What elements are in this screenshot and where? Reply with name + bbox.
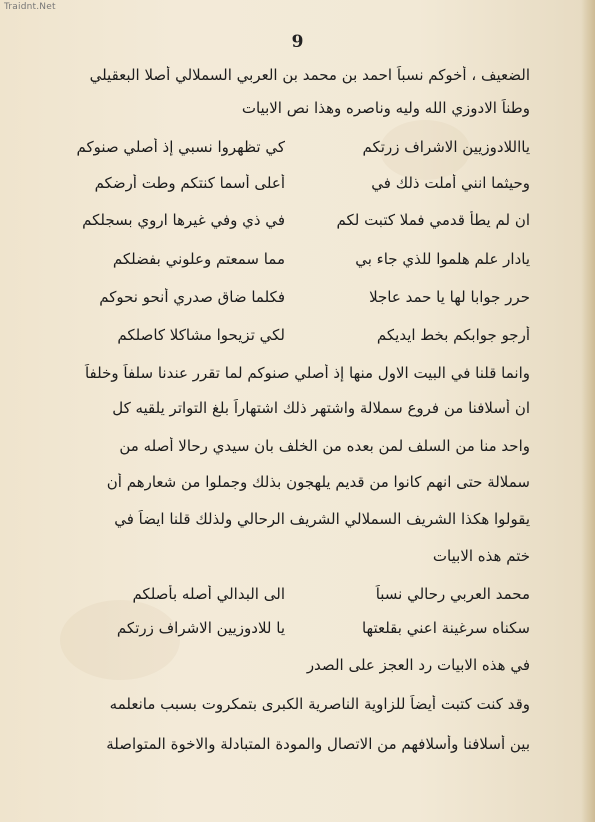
verse-hemistich-second: في ذي وفي غيرها اروي بسجلكم bbox=[82, 211, 285, 229]
verse-row bbox=[70, 250, 530, 280]
body-line: وانما قلنا في البيت الاول منها إذ أصلي صنوكم لما تقرر عندنا سلفاً وخلفاً bbox=[84, 364, 530, 382]
body-line: بين أسلافنا وأسلافهم من الاتصال والمودة المتبادلة والاخوة المتواصلة bbox=[106, 735, 530, 753]
verse-row bbox=[70, 138, 530, 168]
verse-hemistich-second: كي تظهروا نسبي إذ أصلي صنوكم bbox=[76, 138, 285, 156]
verse-hemistich-second: أعلى أسما كنتكم وطت أرضكم bbox=[94, 174, 285, 192]
verse-hemistich-first: أرجو جوابكم بخط ايديكم bbox=[376, 326, 530, 344]
verse-hemistich-first: محمد العربي رحالي نسباً bbox=[375, 585, 530, 603]
body-line: ان أسلافنا من فروع سملالة واشتهر ذلك اشتهاراً بلغ التواتر يلقيه كل bbox=[112, 399, 530, 417]
intro-line: وطناً الادوزي الله وليه وناصره وهذا نص الابيات bbox=[241, 99, 530, 117]
body-line: يقولوا هكذا الشريف السملالي الشريف الرحالي ولذلك قلنا ايضاً في bbox=[114, 510, 530, 528]
verse-hemistich-second: يا للادوزيين الاشراف زرتكم bbox=[116, 619, 285, 637]
verse-row bbox=[70, 288, 530, 318]
watermark-label: Traidnt.Net bbox=[4, 2, 56, 12]
verse-hemistich-first: سكناه سرغينة اعني بقلعتها bbox=[361, 619, 530, 637]
body-line: ختم هذه الابيات bbox=[432, 547, 530, 565]
intro-line: الضعيف ، أخوكم نسباً احمد بن محمد بن العربي السملالي أصلا البعقيلي bbox=[89, 66, 530, 84]
body-line: وقد كنت كتبت أيضاً للزاوية الناصرية الكبرى بتمكروت بسبب مانعلمه bbox=[109, 695, 530, 713]
verse-hemistich-first: ان لم يطأ قدمي فملا كتبت لكم bbox=[336, 211, 530, 229]
verse-hemistich-second: مما سمعتم وعلوني بفضلكم bbox=[112, 250, 285, 268]
body-line: في هذه الابيات رد العجز على الصدر bbox=[306, 656, 530, 674]
body-line: سملالة حتى انهم كانوا من قديم يلهجون بذلك وجملوا من شعارهم أن bbox=[106, 473, 530, 491]
verse-hemistich-first: يااللادوزيين الاشراف زرتكم bbox=[362, 138, 530, 156]
verse-hemistich-second: الى البدالي أصله بأصلكم bbox=[132, 585, 285, 603]
verse-hemistich-first: وحيثما انني أملت ذلك في bbox=[371, 174, 530, 192]
verse-row bbox=[70, 585, 530, 615]
verse-row bbox=[70, 174, 530, 204]
verse-hemistich-first: يادار علم هلموا للذي جاء بي bbox=[355, 250, 530, 268]
verse-hemistich-first: حرر جوابا لها يا حمد عاجلا bbox=[369, 288, 530, 306]
verse-row bbox=[70, 619, 530, 649]
verse-hemistich-second: فكلما ضاق صدري أنحو نحوكم bbox=[99, 288, 285, 306]
verse-hemistich-second: لكي تزيحوا مشاكلا كاصلكم bbox=[117, 326, 285, 344]
page-number: 9 bbox=[291, 32, 304, 52]
verse-row bbox=[70, 326, 530, 356]
verse-row bbox=[70, 211, 530, 241]
page-edge-shadow bbox=[581, 0, 595, 822]
body-line: واحد منا من السلف لمن بعده من الخلف بان سيدي رحالا أصله من bbox=[119, 437, 530, 455]
